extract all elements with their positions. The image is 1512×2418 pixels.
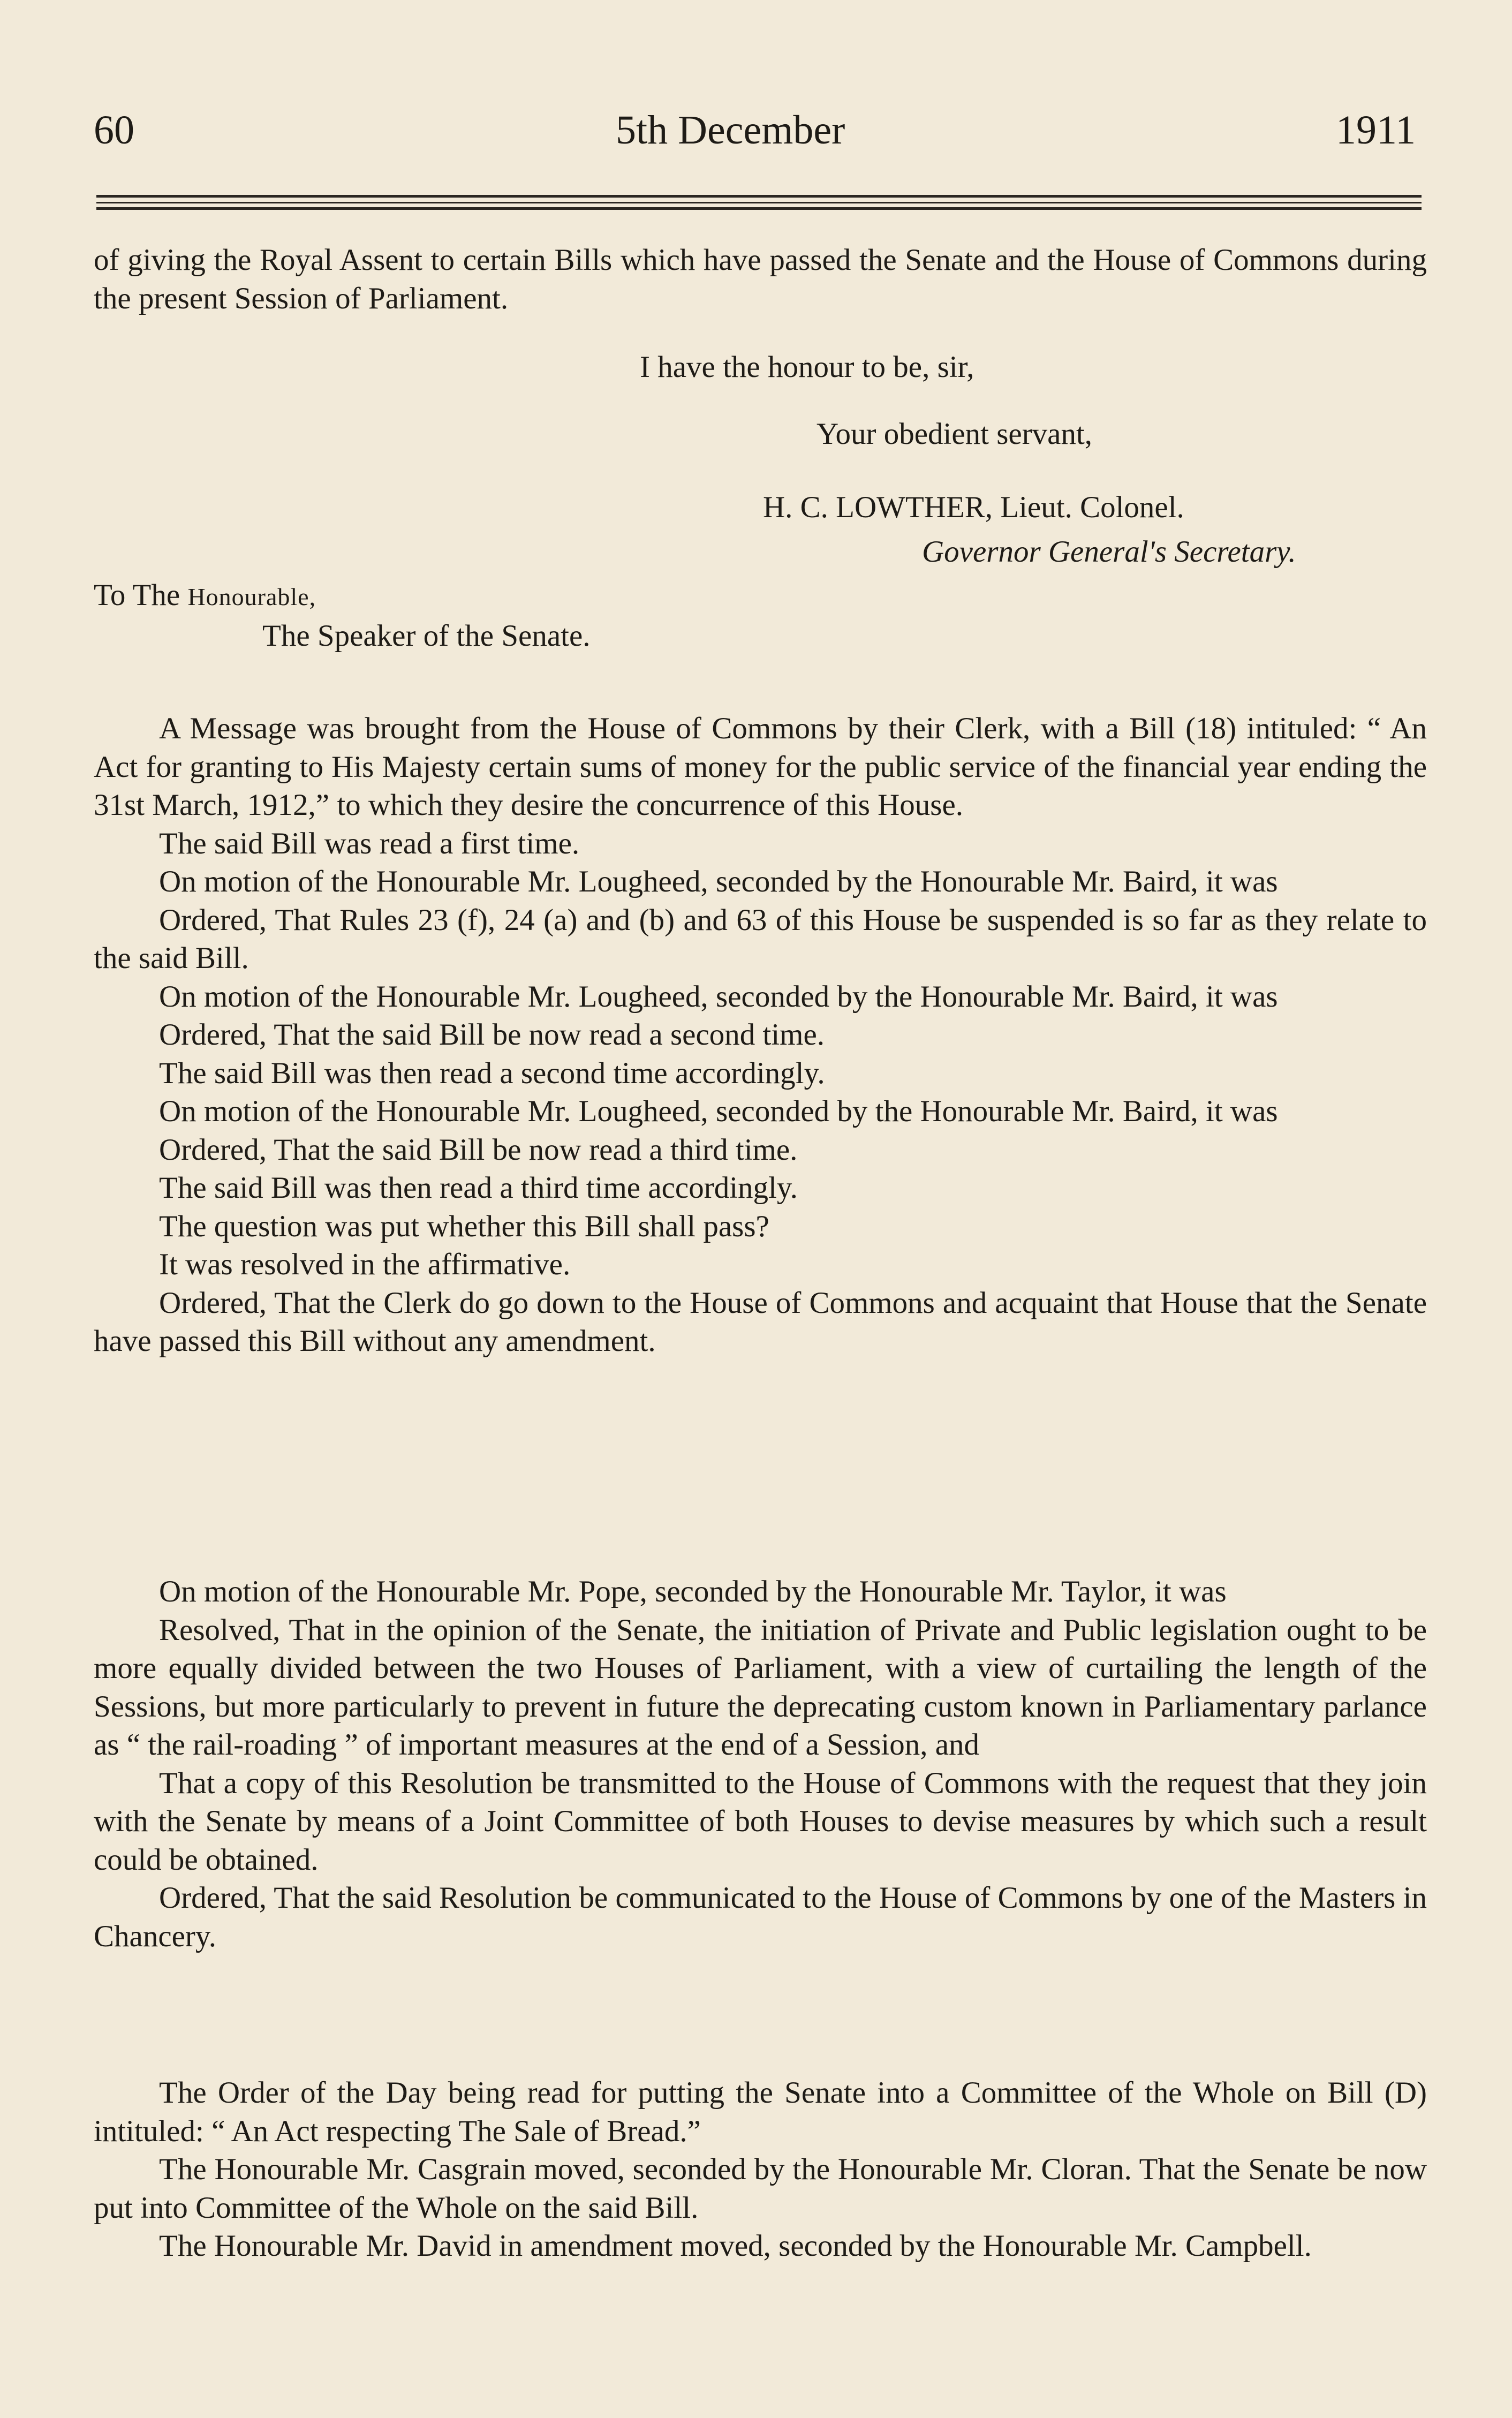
paragraph: The said Bill was then read a second time accordingly. (159, 1056, 825, 1090)
paragraph: The Order of the Day being read for putting the Senate into a Committee of the Whole on Bill (D) intituled: “ An Act respecting The Sale of Bread.” (94, 2076, 1427, 2148)
signatory-name: H. C. LOWTHER, Lieut. Colonel. (763, 490, 1184, 524)
paragraph: A Message was brought from the House of Commons by their Clerk, with a Bill (18) intituled: “ An Act for granting to His Majesty certain sums of money for the public service of the financial year ending the 31st March, 1912,” to which they desire the concurrence of this House. (94, 712, 1427, 822)
letter-closing: I have the honour to be, sir, (640, 350, 974, 384)
page-number: 60 (94, 108, 134, 153)
paragraph: On motion of the Honourable Mr. Lougheed, seconded by the Honourable Mr. Baird, it was (159, 979, 1278, 1014)
proceedings-section-3 (94, 2074, 1427, 2265)
addressee-honorific: Honourable, (187, 583, 316, 610)
paragraph: The said Bill was then read a third time accordingly. (159, 1171, 798, 1205)
paragraph: On motion of the Honourable Mr. Lougheed, seconded by the Honourable Mr. Baird, it was (159, 1094, 1278, 1128)
signatory-title: Governor General's Secretary. (922, 535, 1296, 569)
paragraph: The said Bill was read a first time. (159, 826, 580, 860)
paragraph: of giving the Royal Assent to certain Bills which have passed the Senate and the House of Commons during the present Session of Parliament. (94, 243, 1427, 315)
paragraph: It was resolved in the affirmative. (159, 1248, 571, 1281)
proceedings-section-2 (94, 1573, 1427, 1955)
letter-continuation (94, 241, 1427, 318)
header-rule (96, 202, 1422, 203)
paragraph: Ordered, That Rules 23 (f), 24 (a) and (b) and 63 of this House be suspended is so far as they relate to the said Bill. (94, 903, 1427, 975)
paragraph: Ordered, That the said Bill be now read a second time. (159, 1018, 825, 1052)
addressee-line2: The Speaker of the Senate. (262, 619, 591, 653)
proceedings-section-1 (94, 709, 1427, 1361)
paragraph: The Honourable Mr. David in amendment moved, seconded by the Honourable Mr. Campbell. (159, 2229, 1312, 2263)
paragraph: Resolved, That in the opinion of the Senate, the initiation of Private and Public legislation ought to be more equally divided between the two Houses of Parliament, with a view of curtailing the length of the Sessions, but more particularly to prevent in future the deprecating custom known in Parliamentary parlance as “ the rail-roading ” of important measures at the end of a Session, and (94, 1613, 1427, 1762)
paragraph: On motion of the Honourable Mr. Lougheed, seconded by the Honourable Mr. Baird, it was (159, 865, 1278, 898)
paragraph: The Honourable Mr. Casgrain moved, seconded by the Honourable Mr. Cloran. That the Senate be now put into Committee of the Whole on the said Bill. (94, 2152, 1427, 2225)
page-date: 5th December (616, 108, 845, 153)
paragraph: The question was put whether this Bill shall pass? (159, 1209, 769, 1243)
letter-obedient: Your obedient servant, (817, 417, 1093, 451)
paragraph: That a copy of this Resolution be transmitted to the House of Commons with the request that they join with the Senate by means of a Joint Committee of both Houses to devise measures by which such a result could be obtained. (94, 1766, 1427, 1877)
addressee (94, 576, 316, 614)
paragraph: Ordered, That the said Bill be now read a third time. (159, 1132, 798, 1167)
header-rule (96, 207, 1422, 210)
paragraph: On motion of the Honourable Mr. Pope, seconded by the Honourable Mr. Taylor, it was (159, 1575, 1227, 1608)
paragraph: Ordered, That the Clerk do go down to the House of Commons and acquaint that House that the Senate have passed this Bill without any amendment. (94, 1286, 1427, 1358)
page-year: 1911 (1336, 108, 1416, 153)
paragraph: Ordered, That the said Resolution be communicated to the House of Commons by one of the Masters in Chancery. (94, 1881, 1427, 1953)
addressee-prefix: To The (94, 578, 188, 612)
header-rule (96, 195, 1422, 198)
